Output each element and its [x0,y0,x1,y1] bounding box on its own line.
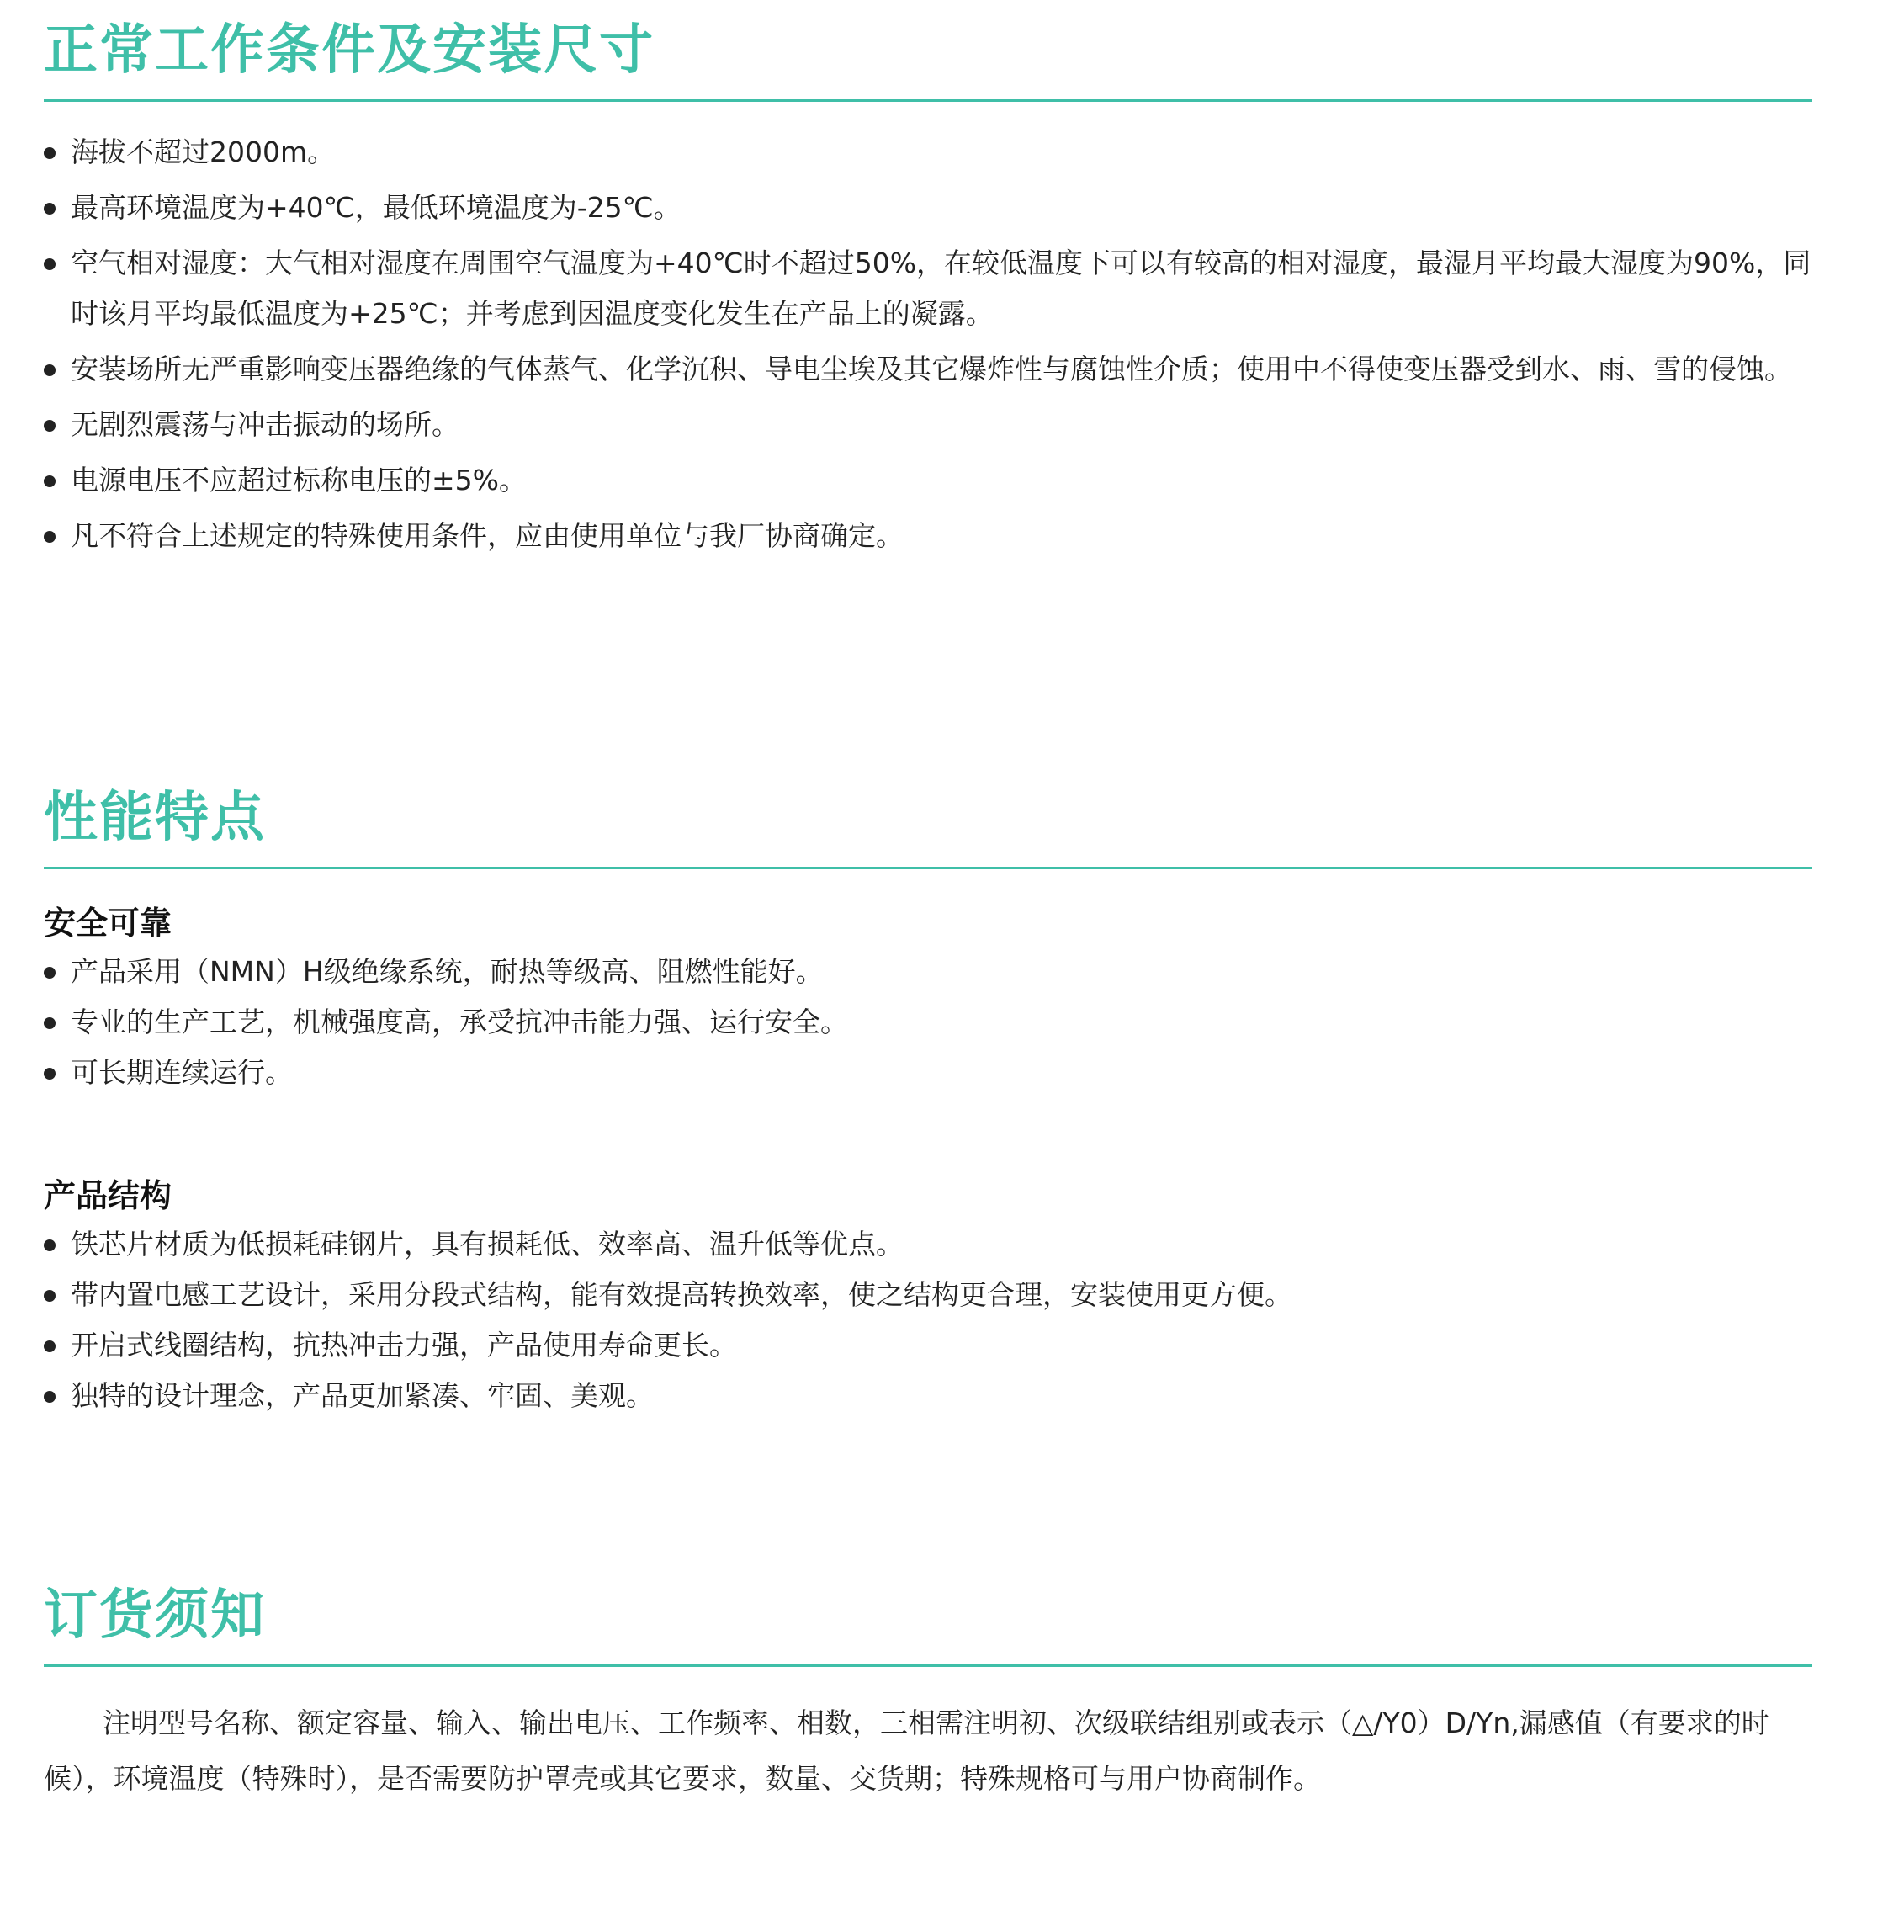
bullet-icon [44,1068,56,1080]
structure-list [44,1219,1812,1421]
bullet-icon [44,1340,56,1352]
list-item: 安装场所无严重影响变压器绝缘的气体蒸气、化学沉积、导电尘埃及其它爆炸性与腐蚀性介质；使用中不得使变压器受到水、雨、雪的侵蚀。 [44,344,1812,395]
bullet-icon [44,147,56,159]
list-item: 可长期连续运行。 [44,1048,1812,1098]
list-item: 产品采用（NMN）H级绝缘系统，耐热等级高、阻燃性能好。 [44,947,1812,997]
safety-list [44,947,1812,1098]
conditions-list [44,127,1812,561]
list-item: 最高环境温度为+40℃，最低环境温度为-25℃。 [44,183,1812,233]
section-title-ordering-notes: 订货须知 [44,1582,1812,1667]
bullet-icon [44,364,56,376]
section-ordering-notes [44,1582,1812,1834]
list-item: 海拔不超过2000m。 [44,127,1812,178]
section-working-conditions [44,17,1812,566]
list-item: 带内置电感工艺设计，采用分段式结构，能有效提高转换效率，使之结构更合理，安装使用更方便。 [44,1270,1812,1320]
list-item: 铁芯片材质为低损耗硅钢片，具有损耗低、效率高、温升低等优点。 [44,1219,1812,1270]
bullet-icon [44,258,56,270]
ordering-paragraph: 注明型号名称、额定容量、输入、输出电压、工作频率、相数，三相需注明初、次级联结组别或表示（△/Y0）D/Yn,漏感值（有要求的时候），环境温度（特殊时），是否需要防护罩壳或其它要求，数量、交货期；特殊规格可与用户协商制作。 [44,1706,1769,1795]
list-item: 凡不符合上述规定的特殊使用条件，应由使用单位与我厂协商确定。 [44,511,1812,561]
section-title-working-conditions: 正常工作条件及安装尺寸 [44,17,1812,102]
section-performance-features [44,784,1812,1421]
list-item: 独特的设计理念，产品更加紧凑、牢固、美观。 [44,1371,1812,1421]
bullet-icon [44,1290,56,1302]
bullet-icon [44,475,56,487]
bullet-icon [44,420,56,432]
list-item: 空气相对湿度：大气相对湿度在周围空气温度为+40℃时不超过50%，在较低温度下可以有较高的相对湿度，最湿月平均最大湿度为90%，同时该月平均最低温度为+25℃；并考虑到因温度变化发生在产品上的凝露。 [44,238,1812,339]
subsection-title-structure: 产品结构 [44,1177,172,1214]
section-title-performance-features: 性能特点 [44,784,1812,869]
bullet-icon [44,1391,56,1403]
list-item: 电源电压不应超过标称电压的±5%。 [44,455,1812,506]
list-item: 无剧烈震荡与冲击振动的场所。 [44,400,1812,450]
bullet-icon [44,531,56,543]
bullet-icon [44,967,56,979]
bullet-icon [44,1239,56,1251]
list-item: 开启式线圈结构，抗热冲击力强，产品使用寿命更长。 [44,1320,1812,1371]
bullet-icon [44,1017,56,1029]
list-item: 专业的生产工艺，机械强度高，承受抗冲击能力强、运行安全。 [44,997,1812,1048]
subsection-title-safety: 安全可靠 [44,905,172,942]
bullet-icon [44,203,56,215]
